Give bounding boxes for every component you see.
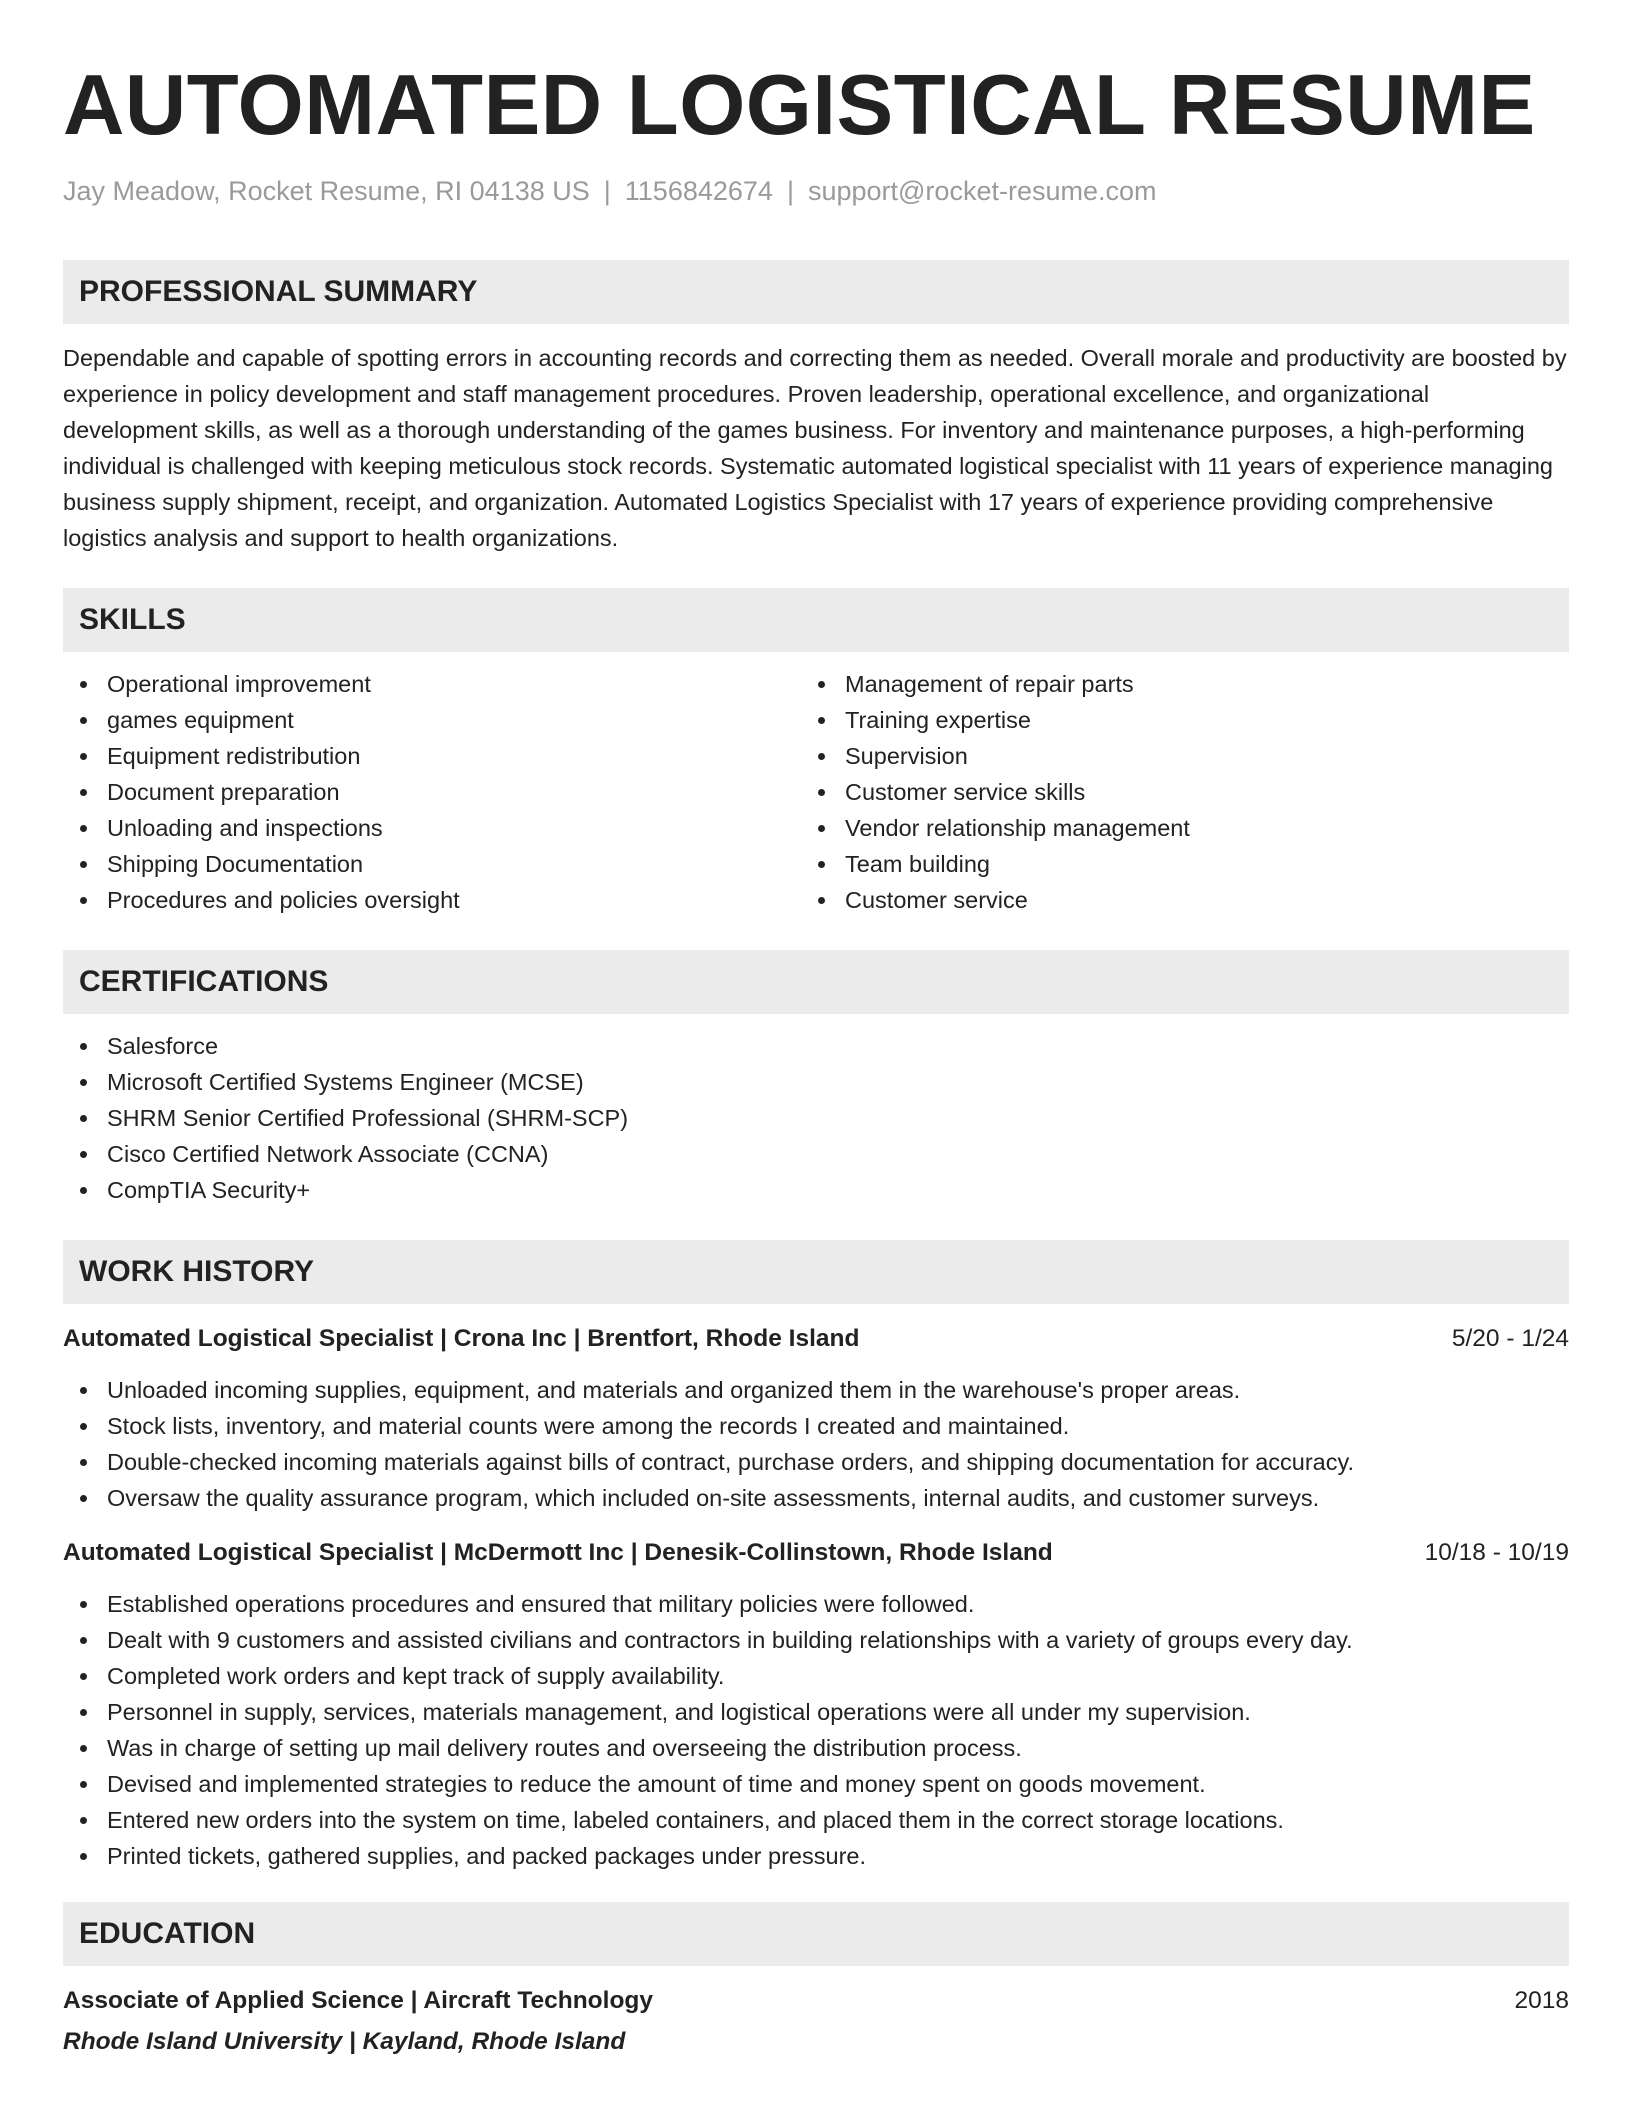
skill-item: Training expertise [801, 702, 1539, 738]
job-bullet: Unloaded incoming supplies, equipment, and materials and organized them in the warehouse's proper areas. [63, 1372, 1569, 1408]
skills-grid [63, 666, 1569, 918]
job-bullet: Oversaw the quality assurance program, which included on-site assessments, internal audits, and customer surveys. [63, 1480, 1569, 1516]
job-bullet: Personnel in supply, services, materials management, and logistical operations were all under my supervision. [63, 1694, 1569, 1730]
certification-item: Cisco Certified Network Associate (CCNA) [63, 1136, 1569, 1172]
section-header-education: EDUCATION [63, 1902, 1569, 1966]
job-title: Automated Logistical Specialist | Crona Inc | Brentfort, Rhode Island [63, 1325, 860, 1352]
education-degree: Associate of Applied Science | Aircraft Technology [63, 1987, 653, 2014]
job-bullet: Was in charge of setting up mail delivery routes and overseeing the distribution process. [63, 1730, 1569, 1766]
contact-email: support@rocket-resume.com [807, 176, 1157, 206]
job-bullet-list [63, 1372, 1569, 1516]
skill-item: Supervision [801, 738, 1539, 774]
job-entry [63, 1322, 1569, 1516]
skill-item: Vendor relationship management [801, 810, 1539, 846]
certification-item: Salesforce [63, 1028, 1569, 1064]
contact-separator: | [603, 176, 611, 206]
job-title: Automated Logistical Specialist | McDermott Inc | Denesik-Collinstown, Rhode Island [63, 1539, 1053, 1566]
skill-item: Customer service [801, 882, 1539, 918]
certification-item: CompTIA Security+ [63, 1172, 1569, 1208]
skill-item: Management of repair parts [801, 666, 1539, 702]
resume-title: AUTOMATED LOGISTICAL RESUME [63, 58, 1536, 153]
section-header-summary: PROFESSIONAL SUMMARY [63, 260, 1569, 324]
job-header [63, 1536, 1569, 1570]
certification-item: SHRM Senior Certified Professional (SHRM-SCP) [63, 1100, 1569, 1136]
skill-item: Shipping Documentation [63, 846, 801, 882]
job-bullet: Completed work orders and kept track of supply availability. [63, 1658, 1569, 1694]
section-header-certifications: CERTIFICATIONS [63, 950, 1569, 1014]
job-entry [63, 1536, 1569, 1874]
skill-item: Equipment redistribution [63, 738, 801, 774]
certifications-list [63, 1028, 1569, 1208]
job-bullet: Stock lists, inventory, and material counts were among the records I created and maintained. [63, 1408, 1569, 1444]
education-school: Rhode Island University | Kayland, Rhode Island [63, 2028, 626, 2055]
skill-item: Customer service skills [801, 774, 1539, 810]
skill-item: Procedures and policies oversight [63, 882, 801, 918]
contact-phone: 1156842674 [624, 176, 773, 206]
job-bullet: Double-checked incoming materials against bills of contract, purchase orders, and shipping documentation for accuracy. [63, 1444, 1569, 1480]
skill-item: Document preparation [63, 774, 801, 810]
skill-item: Operational improvement [63, 666, 801, 702]
skill-item: Unloading and inspections [63, 810, 801, 846]
job-bullet: Established operations procedures and ensured that military policies were followed. [63, 1586, 1569, 1622]
job-bullet: Printed tickets, gathered supplies, and packed packages under pressure. [63, 1838, 1569, 1874]
contact-address: Jay Meadow, Rocket Resume, RI 04138 US [63, 176, 590, 206]
certification-item: Microsoft Certified Systems Engineer (MCSE) [63, 1064, 1569, 1100]
job-dates: 5/20 - 1/24 [1451, 1325, 1569, 1352]
job-bullet: Entered new orders into the system on time, labeled containers, and placed them in the correct storage locations. [63, 1802, 1569, 1838]
education-year: 2018 [1514, 1987, 1569, 2014]
section-header-work-history: WORK HISTORY [63, 1240, 1569, 1304]
skill-item: games equipment [63, 702, 801, 738]
job-dates: 10/18 - 10/19 [1424, 1539, 1569, 1566]
education-header [63, 1984, 1569, 2018]
section-header-skills: SKILLS [63, 588, 1569, 652]
job-bullet: Devised and implemented strategies to reduce the amount of time and money spent on goods movement. [63, 1766, 1569, 1802]
summary-paragraph: Dependable and capable of spotting errors in accounting records and correcting them as needed. Overall morale and productivity are boosted by experience in policy development and staff management procedures. Proven leadership, operational excellence, and organizational development skills, as well as a thorough understanding of the games business. For inventory and maintenance purposes, a high-performing individual is challenged with keeping meticulous stock records. Systematic automated logistical specialist with 11 years of experience managing business supply shipment, receipt, and organization. Automated Logistics Specialist with 17 years of experience providing comprehensive logistics analysis and support to health organizations. [63, 345, 1567, 551]
skills-list-right [801, 666, 1539, 918]
contact-separator: | [786, 176, 794, 206]
job-header [63, 1322, 1569, 1356]
contact-line [63, 174, 1569, 208]
job-bullet-list [63, 1586, 1569, 1874]
skills-list-left [63, 666, 801, 918]
skill-item: Team building [801, 846, 1539, 882]
job-bullet: Dealt with 9 customers and assisted civilians and contractors in building relationships with a variety of groups every day. [63, 1622, 1569, 1658]
